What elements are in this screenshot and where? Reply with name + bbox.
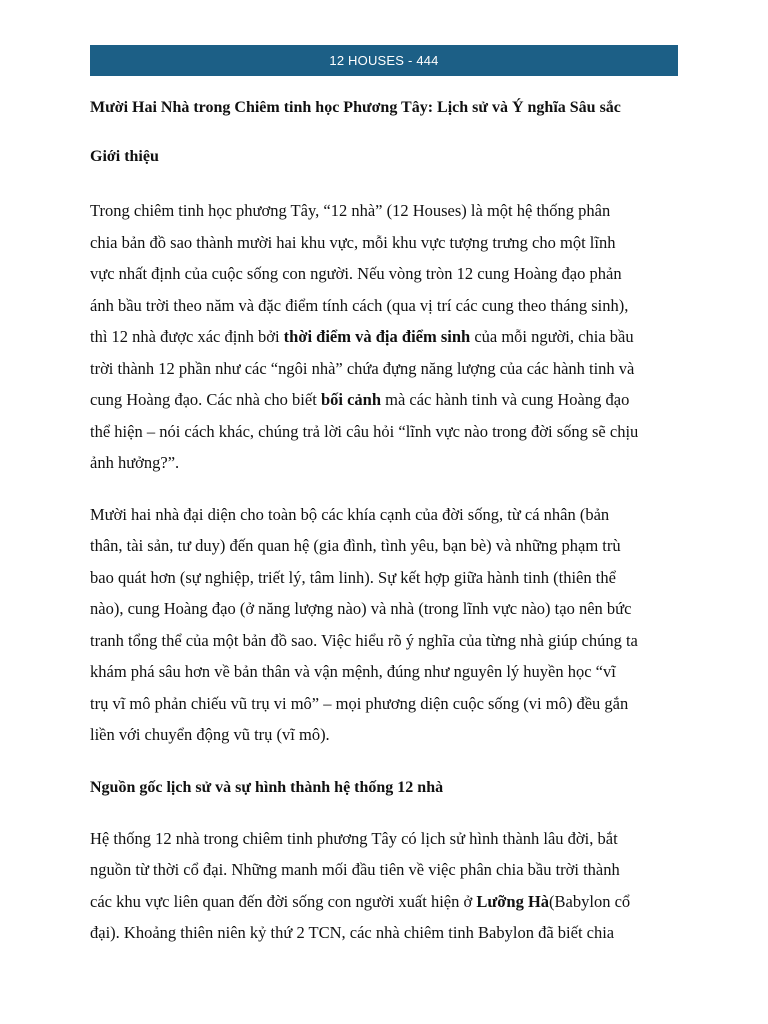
text-line <box>90 384 678 416</box>
text-run: cung Hoàng đạo. Các nhà cho biết <box>90 390 321 409</box>
text-line: nguồn từ thời cổ đại. Những manh mối đầu tiên về việc phân chia bầu trời thành <box>90 860 620 879</box>
text-run: các khu vực liên quan đến đời sống con người xuất hiện ở <box>90 891 477 911</box>
text-run: mà các hành tinh và cung Hoàng đạo <box>381 390 630 409</box>
bold-phrase: Lưỡng Hà <box>476 891 550 911</box>
text-line: ảnh hưởng?”. <box>90 453 180 472</box>
article-title: Mười Hai Nhà trong Chiêm tinh học Phương Tây: Lịch sử và Ý nghĩa Sâu sắc <box>90 99 621 116</box>
text-line: thể hiện – nói cách khác, chúng trả lời câu hỏi “lĩnh vực nào trong đời sống sẽ chịu <box>90 421 639 441</box>
document-header-banner <box>90 45 678 76</box>
text-line: nào), cung Hoàng đạo (ở năng lượng nào) và nhà (trong lĩnh vực nào) tạo nên bức <box>90 599 632 618</box>
intro-heading: Giới thiệu <box>90 148 159 165</box>
text-line: khám phá sâu hơn về bản thân và vận mệnh, đúng như nguyên lý huyền học “vĩ <box>90 662 616 681</box>
text-run: (Babylon cổ <box>549 891 631 911</box>
article-body <box>90 97 678 949</box>
text-line: trời thành 12 phần như các “ngôi nhà” chứa đựng năng lượng của các hành tinh và <box>90 358 635 378</box>
text-line: thân, tài sản, tư duy) đến quan hệ (gia đình, tình yêu, bạn bè) và những phạm trù <box>90 536 621 555</box>
bold-phrase: thời điểm và địa điểm sinh <box>283 327 471 346</box>
document-page <box>90 45 678 949</box>
intro-paragraph-1 <box>90 195 678 479</box>
text-line: chia bản đồ sao thành mười hai khu vực, mỗi khu vực tượng trưng cho một lĩnh <box>90 232 616 252</box>
text-line: tranh tổng thể của một bản đồ sao. Việc hiểu rõ ý nghĩa của từng nhà giúp chúng ta <box>90 630 638 650</box>
text-line: trụ vĩ mô phản chiếu vũ trụ vi mô” – mọi phương diện cuộc sống (vi mô) đều gắn <box>90 693 629 713</box>
text-line: Mười hai nhà đại diện cho toàn bộ các khía cạnh của đời sống, từ cá nhân (bản <box>90 504 610 524</box>
text-line: vực nhất định của cuộc sống con người. Nếu vòng tròn 12 cung Hoàng đạo phản <box>90 264 622 283</box>
text-line <box>90 321 678 353</box>
text-run: của mỗi người, chia bầu <box>470 327 634 346</box>
text-line: Trong chiêm tinh học phương Tây, “12 nhà” (12 Houses) là một hệ thống phân <box>90 201 611 220</box>
text-line: liền với chuyển động vũ trụ (vĩ mô). <box>90 725 330 744</box>
text-line: đại). Khoảng thiên niên kỷ thứ 2 TCN, các nhà chiêm tinh Babylon đã biết chia <box>90 923 615 942</box>
banner-title: 12 HOUSES - 444 <box>329 53 439 68</box>
history-heading: Nguồn gốc lịch sử và sự hình thành hệ thống 12 nhà <box>90 778 444 796</box>
text-run: thì 12 nhà được xác định bởi <box>90 327 284 346</box>
text-line: Hệ thống 12 nhà trong chiêm tinh phương Tây có lịch sử hình thành lâu đời, bắt <box>90 828 618 848</box>
text-line <box>90 886 678 918</box>
intro-paragraph-2 <box>90 499 678 751</box>
bold-phrase: bối cảnh <box>320 390 381 409</box>
text-line: ánh bầu trời theo năm và đặc điểm tính cách (qua vị trí các cung theo tháng sinh), <box>90 295 629 315</box>
history-paragraph-1 <box>90 823 678 949</box>
text-line: bao quát hơn (sự nghiệp, triết lý, tâm linh). Sự kết hợp giữa hành tinh (thiên thể <box>90 567 616 587</box>
